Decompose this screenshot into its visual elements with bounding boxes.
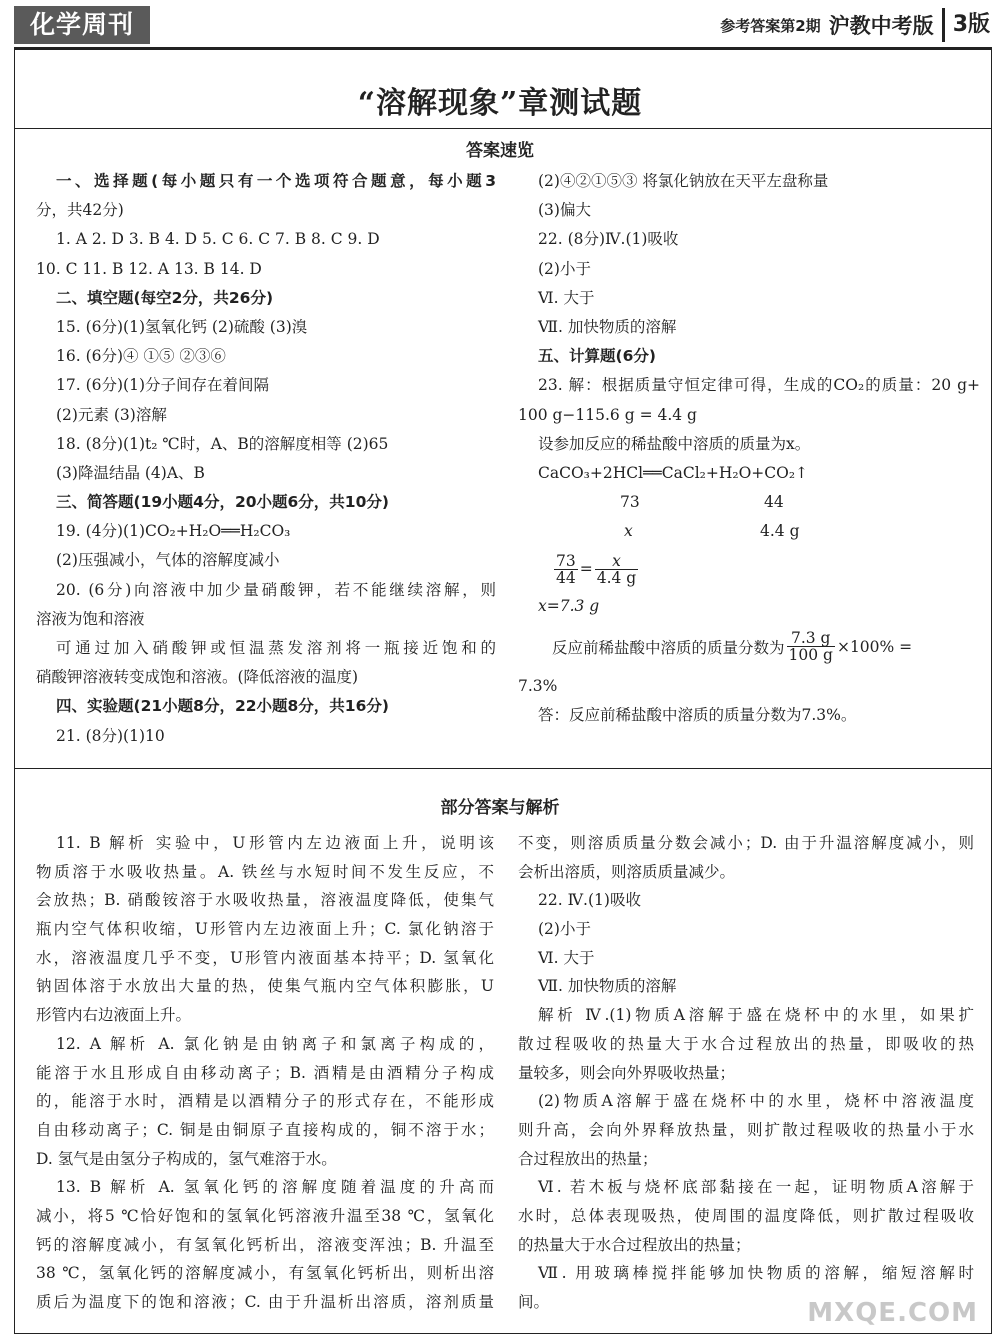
text-line: 10. C 11. B 12. A 13. B 14. D [36,259,262,278]
text-line: 水时，总体表现吸热，使周围的温度降低，则扩散过程吸收 [518,1206,974,1225]
text-line: 分，共42分) [36,201,124,220]
text-line: 可通过加入硝酸钾或恒温蒸发溶剂将一瓶接近饱和的 [56,639,496,657]
text-line: 五、计算题(6分) [538,347,656,366]
page-title: “溶解现象”章测试题 [357,86,643,121]
text-line: 间。 [518,1293,550,1311]
issue-ref: 参考答案第2期 [720,16,821,35]
answers-left-column [36,167,496,751]
fraction: $\frac{7.3 g}{100 g}$ [788,629,833,665]
text-line: (2)小于 [538,920,591,939]
text-line: 18. (8分)(1)t₂ ℃时，A、B的溶解度相等 (2)65 [56,434,389,453]
text-line: (3)降温结晶 (4)A、B [56,463,205,482]
text-line: 四、实验题(21小题8分，22小题8分，共16分) [56,697,389,716]
text-line: 7.3% [518,676,558,695]
text-line: Ⅶ. 用玻璃棒搅拌能够加快物质的溶解，缩短溶解时 [538,1264,974,1283]
text-line: 22. Ⅳ.(1)吸收 [538,891,641,910]
text-line: 的，能溶于水时，酒精是以酒精分子的形式存在，不能形成 [36,1092,494,1111]
text-line: 13. B 解析 A. 氢氧化钙的溶解度随着温度的升高而 [56,1178,494,1197]
text-line: 设参加反应的稀盐酸中溶质的质量为x。 [538,434,811,453]
text-line: 21. (8分)(1)10 [56,726,165,745]
text-line: 23. 解：根据质量守恒定律可得，生成的CO₂的质量：20 g+ [538,376,980,395]
co2-mass: 4.4 g [760,522,800,541]
text-line: (2)小于 [538,259,591,278]
text-line: 瓶内空气体积收缩，U形管内左边液面上升；C. 氯化钠溶于 [36,920,494,939]
text-line: Ⅵ. 大于 [538,948,595,967]
text-line: 钠固体溶于水放出大量的热，使集气瓶内空气体积膨胀，U [36,977,494,996]
proportion: $\frac{73}{44}$ = $\frac{x}{4.4 g}$ [556,551,637,587]
divider [14,128,992,129]
text-line: 自由移动离子；C. 铜是由铜原子直接构成的，铜不溶于水； [36,1120,494,1139]
header-right [720,8,990,42]
text-line: (2)物质A溶解于盛在烧杯中的水里，烧杯中溶液温度 [538,1092,974,1111]
text-line: 19. (4分)(1)CO₂+H₂O══H₂CO₃ [56,522,291,541]
divider [14,768,992,769]
watermark: MXQE.COM [807,1298,978,1328]
text-line: 溶液为饱和溶液 [36,609,145,628]
text-line: 质后为温度下的饱和溶液；C. 由于升温析出溶质，溶剂质量 [36,1293,494,1311]
text-line: 16. (6分)④ ①⑤ ②③⑥ [56,347,226,366]
text-line: (3)偏大 [538,201,591,220]
text-line: 的热量大于水合过程放出的热量； [518,1235,751,1254]
text-line: 量较多，则会向外界吸收热量； [518,1063,736,1082]
analysis-left-column [36,829,494,1317]
text-line: 散过程吸收的热量大于水合过程放出的热量，即吸收的热 [518,1034,974,1053]
text-line: Ⅶ. 加快物质的溶解 [538,977,677,996]
page-number: 3版 [942,8,990,42]
page-header [0,0,1000,50]
mass-row [518,488,980,517]
molar-mass-hcl: 73 [620,493,640,512]
analysis-right-column [518,829,974,1317]
percentage-line: 反应前稀盐酸中溶质的质量分数为 $\frac{7.3 g}{100 g}$ ×100% = [552,629,913,665]
text-line: 硝酸钾溶液转变成饱和溶液。(降低溶液的温度) [36,668,359,687]
chemical-equation: CaCO₃+2HCl══CaCl₂+H₂O+CO₂↑ [538,463,809,482]
text-line: D. 氢气是由氢分子构成的，氢气难溶于水。 [36,1149,337,1168]
text-line: 20. (6分)向溶液中加少量硝酸钾，若不能继续溶解，则 [56,580,496,599]
text-line: 11. B 解析 实验中，U形管内左边液面上升，说明该 [56,834,494,852]
text-line: 合过程放出的热量； [518,1149,658,1168]
text-line: 会析出溶质，则溶质质量减少。 [518,862,736,881]
text-line: 三、简答题(19小题4分，20小题6分，共10分) [56,493,389,512]
text-line: 不变，则溶质质量分数会减小；D. 由于升温溶解度减小，则 [518,834,974,852]
text-line: 100 g−115.6 g = 4.4 g [518,405,697,424]
text-line: Ⅵ. 若木板与烧杯底部黏接在一起，证明物质A溶解于 [538,1178,974,1197]
text-line: 物质溶于水吸收热量。A. 铁丝与水短时间不发生反应，不 [36,862,494,881]
text-line: 能溶于水且形成自由移动离子；B. 酒精是由酒精分子构成 [36,1063,494,1082]
edition-label: 沪教中考版 [828,14,934,38]
fraction: $\frac{73}{44}$ [556,551,576,587]
text-line: 二、填空题(每空2分，共26分) [56,288,274,307]
text-line: Ⅶ. 加快物质的溶解 [538,317,677,336]
text-line: 钙的溶解度减小，有氢氧化钙析出，溶液变浑浊；B. 升温至 [36,1235,494,1254]
text-line: 则升高，会向外界释放热量，则扩散过程吸收的热量小于水 [518,1120,974,1139]
text-line: (2)④②①⑤③ 将氯化钠放在天平左盘称量 [538,172,829,190]
answers-right-column [518,167,980,730]
text-line: (2)压强减小，气体的溶解度减小 [56,551,280,570]
text-line: 22. (8分)Ⅳ.(1)吸收 [538,230,679,249]
text-line: 一、选择题(每小题只有一个选项符合题意，每小题3 [56,172,496,190]
result-x: x=7.3 g [538,597,600,616]
text-line: 15. (6分)(1)氢氧化钙 (2)硫酸 (3)溴 [56,317,308,336]
text-line: 1. A 2. D 3. B 4. D 5. C 6. C 7. B 8. C 9. D [56,230,380,249]
unknown-x: x [624,522,633,541]
text-line: 形管内右边液面上升。 [36,1006,192,1025]
section-heading-answers: 答案速览 [466,141,534,161]
text-line: 12. A 解析 A. 氯化钠是由钠离子和氯离子构成的， [56,1034,494,1053]
section-heading-analysis: 部分答案与解析 [440,798,560,818]
conclusion: 答：反应前稀盐酸中溶质的质量分数为7.3%。 [538,705,857,724]
text-line: (2)元素 (3)溶解 [56,405,167,424]
text-line: 会放热；B. 硝酸铵溶于水吸收热量，溶液温度降低，使集气 [36,891,494,910]
text-line: 解析 Ⅳ.(1)物质A溶解于盛在烧杯中的水里，如果扩 [538,1006,974,1025]
text-line: 17. (6分)(1)分子间存在着间隔 [56,376,269,395]
fraction: $\frac{x}{4.4 g}$ [596,551,637,587]
text-line: 水，溶液温度几乎不变，U形管内液面基本持平；D. 氢氧化 [36,948,494,967]
text-line: 38 ℃，氢氧化钙的溶解度减小，有氢氧化钙析出，则析出溶 [36,1264,494,1283]
text-line: Ⅵ. 大于 [538,288,595,307]
brand-label: 化学周刊 [14,6,150,44]
molar-mass-co2: 44 [764,493,784,512]
text-line: 减小，将5 ℃恰好饱和的氢氧化钙溶液升温至38 ℃，氢氧化 [36,1206,494,1225]
unknown-row [518,517,980,546]
